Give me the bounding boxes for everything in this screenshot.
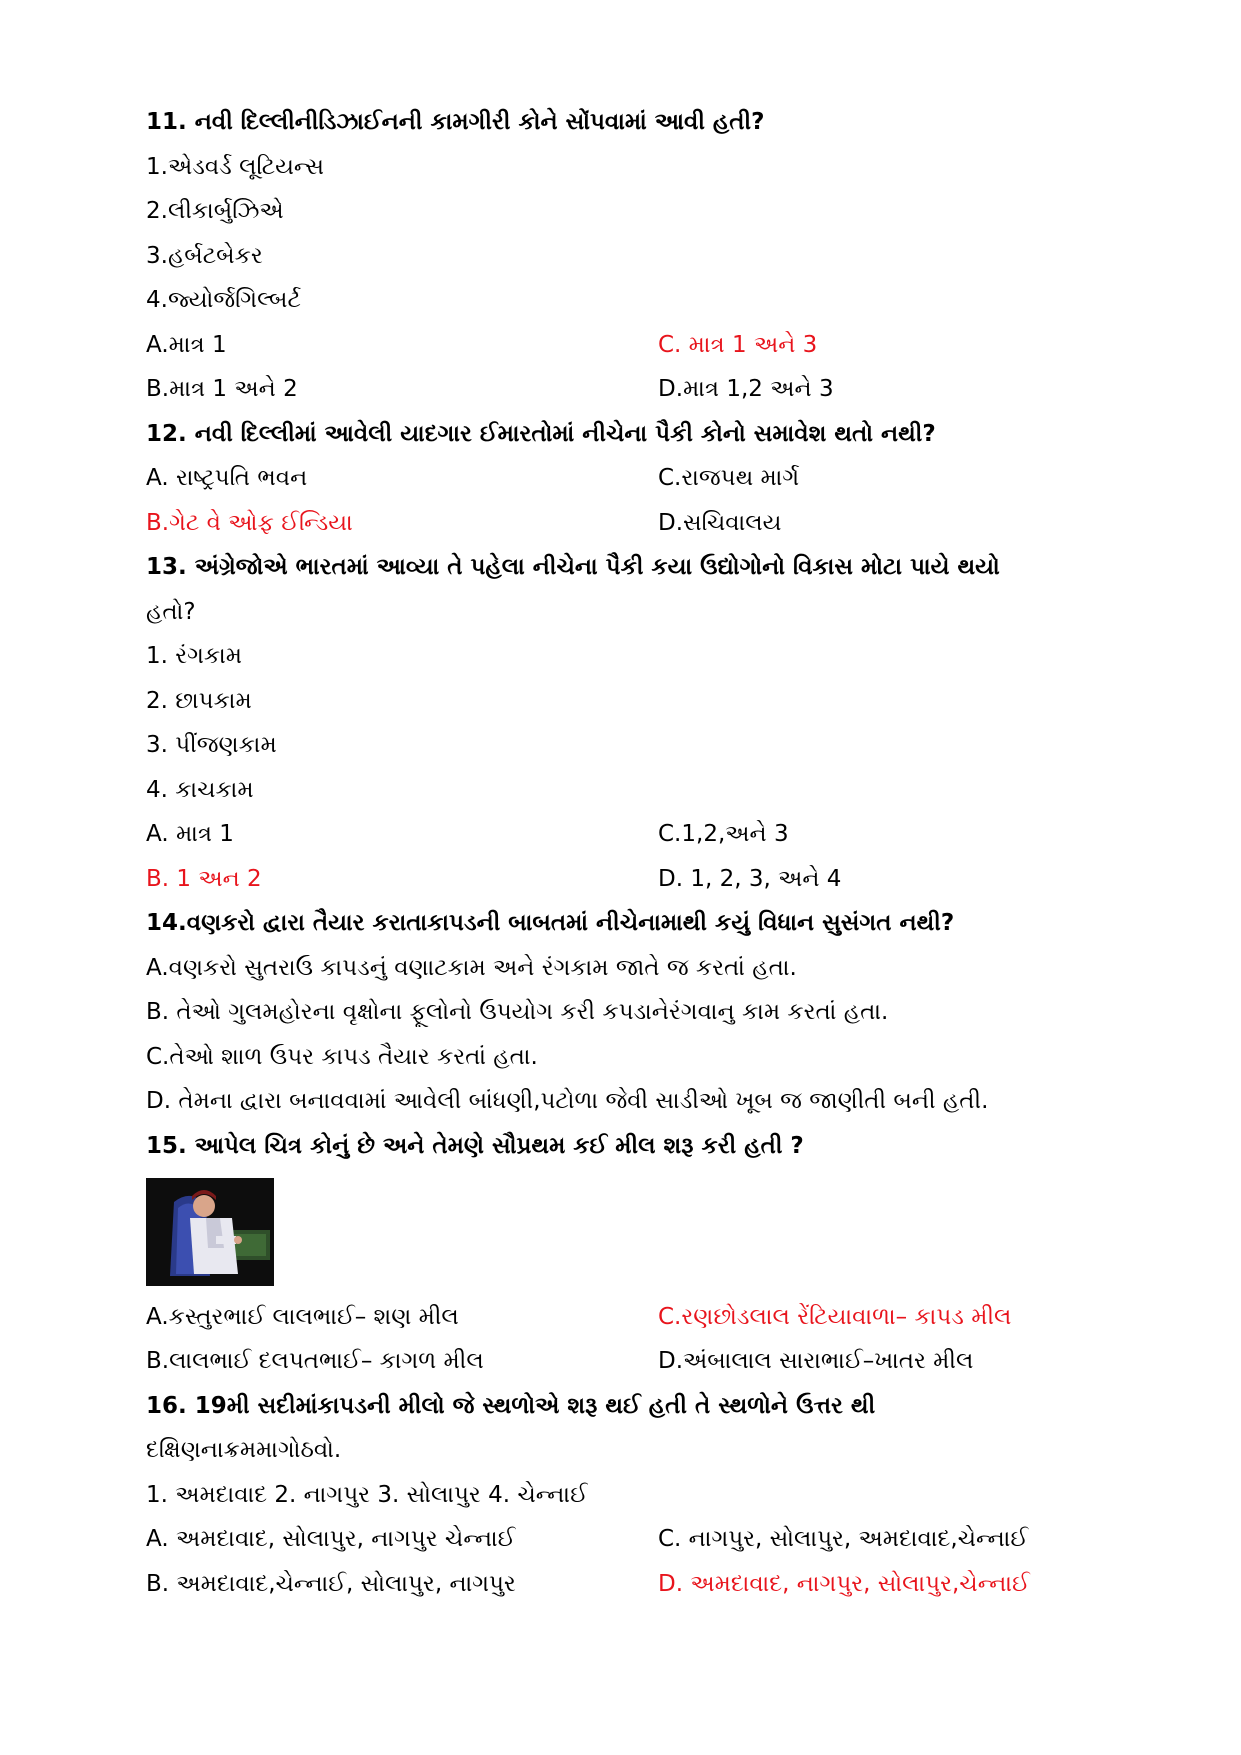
portrait-photo-icon <box>146 1178 274 1286</box>
q11-option-c-answer: C. માત્ર 1 અને 3 <box>658 332 818 358</box>
question-16: 16. 19મી સદીમાંકાપડની મીલો જે સ્થળોએ શરૂ થઈ હતી તે સ્થળોને ઉત્તર થી <box>146 1393 876 1419</box>
q13-item-3: 3. પીંજણકામ <box>146 732 277 758</box>
q14-option-d: D. તેમના દ્વારા બનાવવામાં આવેલી બાંધણી,પટોળા જેવી સાડીઓ ખૂબ જ જાણીતી બની હતી. <box>146 1088 989 1114</box>
question-11: 11. નવી દિલ્લીનીડિઝાઈનની કામગીરી કોને સોંપવામાં આવી હતી? <box>146 109 765 135</box>
q16-option-d-answer: D. અમદાવાદ, નાગપુર, સોલાપુર,ચેન્નાઈ <box>658 1571 1030 1597</box>
q13-option-d: D. 1, 2, 3, અને 4 <box>658 866 842 892</box>
q11-item-4: 4.જ્યોર્જગિલ્બર્ટ <box>146 287 301 313</box>
question-13: 13. અંગ્રેજોએ ભારતમાં આવ્યા તે પહેલા નીચેના પૈકી કયા ઉદ્યોગોનો વિકાસ મોટા પાયે થયો <box>146 554 1000 580</box>
q15-option-c-answer: C.રણછોડલાલ રેંટિયાવાળા– કાપડ મીલ <box>658 1304 1012 1330</box>
q12-option-c: C.રાજપથ માર્ગ <box>658 465 800 491</box>
question-16-cont: દક્ષિણનાક્રમમાગોઠવો. <box>146 1437 342 1463</box>
portrait-photo <box>146 1178 274 1286</box>
q11-option-a: A.માત્ર 1 <box>146 332 227 358</box>
q13-option-b-answer: B. 1 અન 2 <box>146 866 262 892</box>
q11-option-d: D.માત્ર 1,2 અને 3 <box>658 376 834 402</box>
q15-option-a: A.કસ્તુરભાઈ લાલભાઈ– શણ મીલ <box>146 1304 459 1330</box>
q14-option-c: C.તેઓ શાળ ઉપર કાપડ તૈયાર કરતાં હતા. <box>146 1044 538 1070</box>
q11-item-3: 3.હર્બટબેકર <box>146 243 263 269</box>
q15-option-d: D.અંબાલાલ સારાભાઈ–ખાતર મીલ <box>658 1348 974 1374</box>
q13-item-4: 4. કાચકામ <box>146 777 254 803</box>
q16-items: 1. અમદાવાદ 2. નાગપુર 3. સોલાપુર 4. ચેન્નાઈ <box>146 1482 588 1508</box>
q15-option-b: B.લાલભાઈ દલપતભાઈ– કાગળ મીલ <box>146 1348 484 1374</box>
q16-option-a: A. અમદાવાદ, સોલાપુર, નાગપુર ચેન્નાઈ <box>146 1526 516 1552</box>
q13-item-1: 1. રંગકામ <box>146 643 243 669</box>
question-14: 14.વણકરો દ્વારા તૈયાર કરાતાકાપડની બાબતમાં નીચેનામાથી કયું વિધાન સુસંગત નથી? <box>146 910 955 936</box>
question-13-cont: હતો? <box>146 599 196 625</box>
q11-item-1: 1.એડવર્ડ લૂટિયન્સ <box>146 154 325 180</box>
q11-option-b: B.માત્ર 1 અને 2 <box>146 376 298 402</box>
q16-option-c: C. નાગપુર, સોલાપુર, અમદાવાદ,ચેન્નાઈ <box>658 1526 1029 1552</box>
q14-option-b: B. તેઓ ગુલમહોરના વૃક્ષોના ફૂલોનો ઉપયોગ કરી કપડાનેરંગવાનુ કામ કરતાં હતા. <box>146 999 889 1025</box>
q11-item-2: 2.લીકાર્બુઝિએ <box>146 198 284 224</box>
q12-option-a: A. રાષ્ટ્રપતિ ભવન <box>146 465 308 491</box>
q14-option-a: A.વણકરો સુતરાઉ કાપડનું વણાટકામ અને રંગકામ જાતે જ કરતાં હતા. <box>146 955 797 981</box>
q13-item-2: 2. છાપકામ <box>146 688 252 714</box>
question-12: 12. નવી દિલ્લીમાં આવેલી યાદગાર ઈમારતોમાં નીચેના પૈકી કોનો સમાવેશ થતો નથી? <box>146 421 936 447</box>
q12-option-d: D.સચિવાલય <box>658 510 782 536</box>
q13-option-a: A. માત્ર 1 <box>146 821 234 847</box>
q13-option-c: C.1,2,અને 3 <box>658 821 789 847</box>
question-15: 15. આપેલ ચિત્ર કોનું છે અને તેમણે સૌપ્રથમ કઈ મીલ શરૂ કરી હતી ? <box>146 1133 804 1159</box>
q12-option-b-answer: B.ગેટ વે ઓફ ઈન્ડિયા <box>146 510 353 536</box>
q16-option-b: B. અમદાવાદ,ચેન્નાઈ, સોલાપુર, નાગપુર <box>146 1571 516 1597</box>
